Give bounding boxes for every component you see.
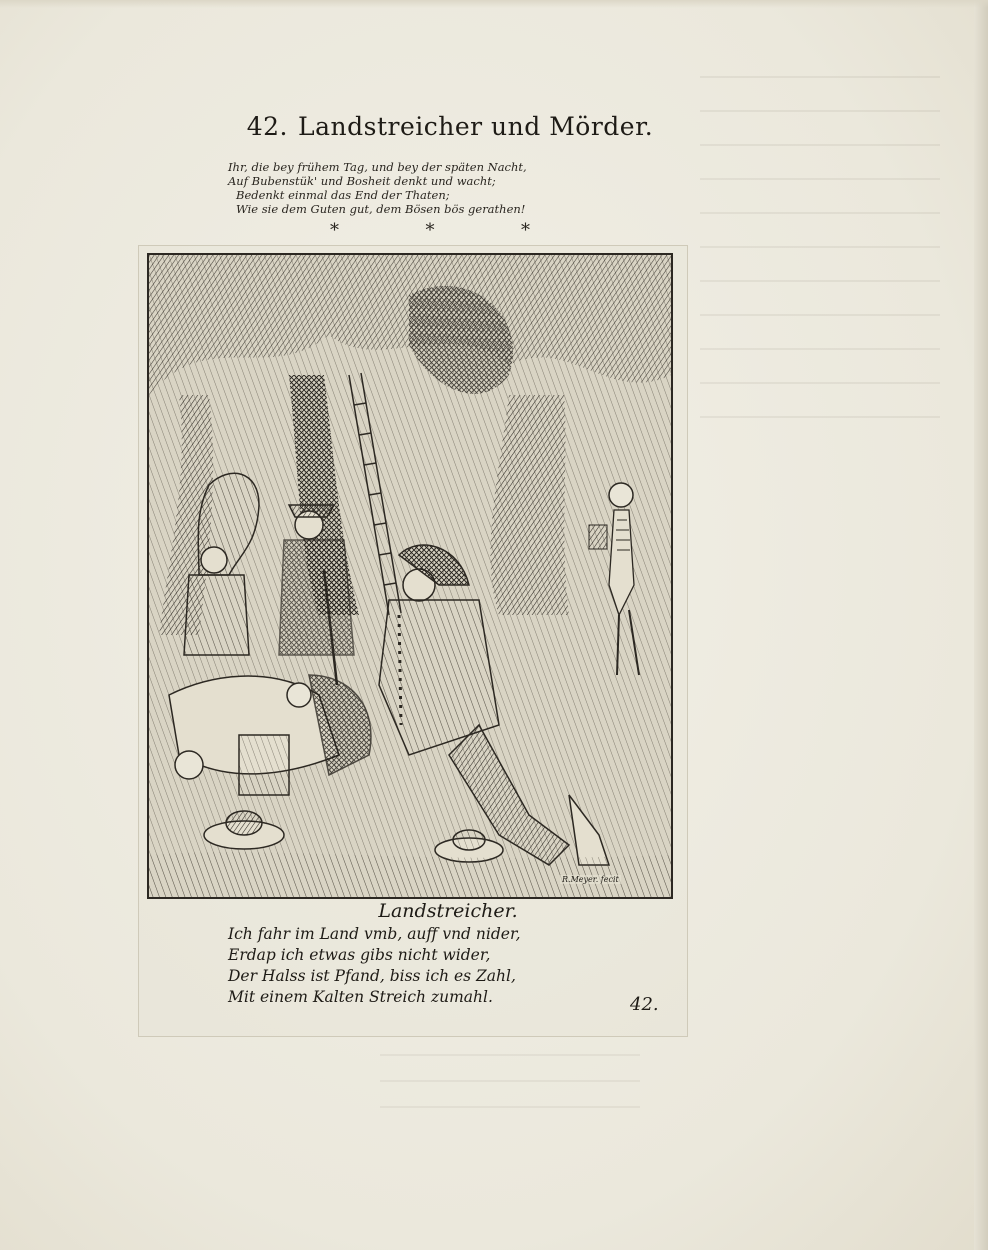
- engraving-illustration: [149, 255, 671, 897]
- star-ornament: [330, 220, 530, 241]
- scan-edge-shadow: [974, 0, 988, 1250]
- star-glyph: *: [521, 220, 530, 241]
- verse-line: Ihr, die bey frühem Tag, und bey der späten Nacht,: [228, 160, 527, 174]
- plate-number: 42.: [630, 994, 659, 1015]
- star-glyph: *: [330, 220, 339, 241]
- caption-line: Ich fahr im Land vmb, auff vnd nider,: [228, 925, 521, 943]
- scan-top-shadow: [0, 0, 988, 8]
- heading-number: 42.: [246, 112, 289, 141]
- heading-title: Landstreicher und Mörder.: [298, 112, 654, 141]
- page-heading: [200, 112, 700, 141]
- plate-caption: [228, 900, 648, 1008]
- engraving-image: [147, 253, 673, 899]
- caption-line: Mit einem Kalten Streich zumahl.: [228, 988, 493, 1006]
- caption-line: Der Halss ist Pfand, biss ich es Zahl,: [228, 967, 516, 985]
- show-through-text-lower: [380, 1040, 640, 1130]
- show-through-text: [700, 60, 940, 440]
- verse-line: Auf Bubenstük' und Bosheit denkt und wacht;: [228, 174, 496, 188]
- engraver-signature: R.Meyer. fecit: [562, 875, 619, 884]
- verse-line: Bedenkt einmal das End der Thaten;: [236, 188, 450, 202]
- caption-title: Landstreicher.: [378, 900, 518, 922]
- verse-line: Wie sie dem Guten gut, dem Bösen bös gerathen!: [236, 202, 526, 216]
- intro-verse: [228, 160, 648, 216]
- star-glyph: *: [425, 220, 435, 241]
- caption-line: Erdap ich etwas gibs nicht wider,: [228, 946, 491, 964]
